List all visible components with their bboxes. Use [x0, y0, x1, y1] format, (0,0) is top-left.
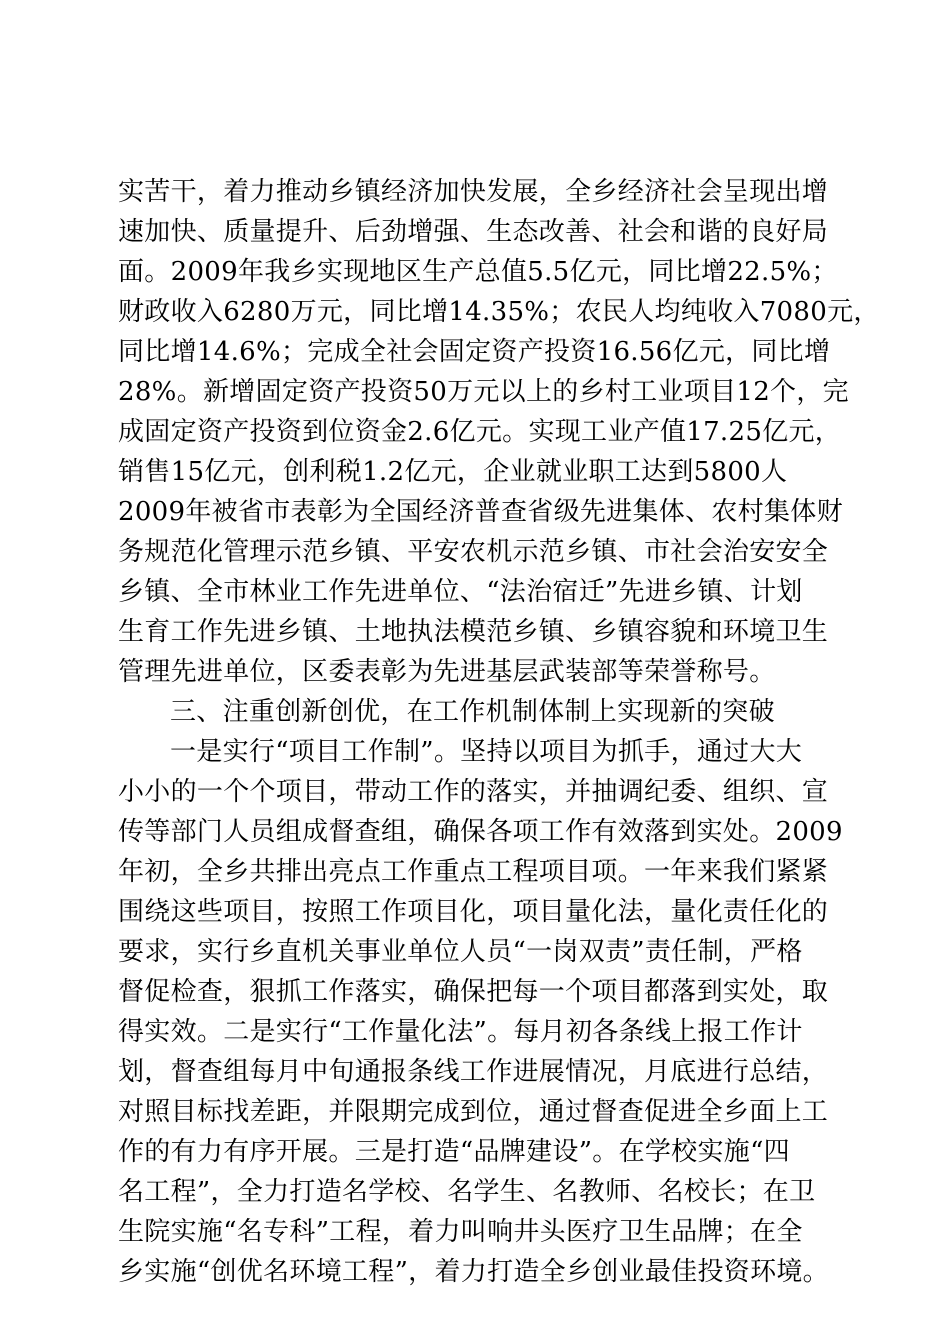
- text-line: 务规范化管理示范乡镇、平安农机示范乡镇、市社会治安安全: [118, 537, 829, 567]
- text-line: 2009年被省市表彰为全国经济普查省级先进集体、农村集体财: [118, 497, 843, 527]
- text-line: 年初，全乡共排出亮点工作重点工程项目项。一年来我们紧紧: [118, 857, 829, 887]
- text-line: 面。2009年我乡实现地区生产总值5.5亿元，同比增22.5%；: [118, 257, 838, 287]
- text-line: 财政收入6280万元，同比增14.35%；农民人均纯收入7080元，: [118, 297, 880, 327]
- section-heading: 三、注重创新创优，在工作机制体制上实现新的突破: [170, 697, 775, 727]
- text-line: 作的有力有序开展。三是打造“品牌建设”。在学校实施“四: [118, 1137, 790, 1167]
- text-line: 围绕这些项目，按照工作项目化，项目量化法，量化责任化的: [118, 897, 829, 927]
- text-line: 一是实行“项目工作制”。坚持以项目为抓手，通过大大: [170, 737, 803, 767]
- text-line: 销售15亿元，创利税1.2亿元，企业就业职工达到5800人: [118, 457, 788, 487]
- text-line: 28%。新增固定资产投资50万元以上的乡村工业项目12个，完: [118, 377, 849, 407]
- text-line: 划，督查组每月中旬通报条线工作进展情况，月底进行总结，: [118, 1057, 829, 1087]
- text-line: 对照目标找差距，并限期完成到位，通过督查促进全乡面上工: [118, 1097, 829, 1127]
- text-line: 成固定资产投资到位资金2.6亿元。实现工业产值17.25亿元，: [118, 417, 842, 447]
- text-line: 名工程”，全力打造名学校、名学生、名教师、名校长；在卫: [118, 1177, 816, 1207]
- text-line: 传等部门人员组成督查组，确保各项工作有效落到实处。2009: [118, 817, 843, 847]
- text-line: 速加快、质量提升、后劲增强、生态改善、社会和谐的良好局: [118, 217, 829, 247]
- text-line: 同比增14.6%；完成全社会固定资产投资16.56亿元，同比增: [118, 337, 831, 367]
- text-line: 小小的一个个项目，带动工作的落实，并抽调纪委、组织、宣: [118, 777, 829, 807]
- text-line: 督促检查，狠抓工作落实，确保把每一个项目都落到实处，取: [118, 977, 829, 1007]
- text-line: 要求，实行乡直机关事业单位人员“一岗双责”责任制，严格: [118, 937, 803, 967]
- text-line: 管理先进单位，区委表彰为先进基层武装部等荣誉称号。: [118, 657, 776, 687]
- text-line: 乡镇、全市林业工作先进单位、“法治宿迁”先进乡镇、计划: [118, 577, 803, 607]
- text-line: 乡实施“创优名环境工程”，着力打造全乡创业最佳投资环境。: [118, 1257, 829, 1287]
- text-line: 生育工作先进乡镇、土地执法模范乡镇、乡镇容貌和环境卫生: [118, 617, 829, 647]
- text-line: 实苦干，着力推动乡镇经济加快发展，全乡经济社会呈现出增: [118, 177, 829, 207]
- text-line: 生院实施“名专科”工程，着力叫响井头医疗卫生品牌；在全: [118, 1217, 803, 1247]
- text-line: 得实效。二是实行“工作量化法”。每月初各条线上报工作计: [118, 1017, 803, 1047]
